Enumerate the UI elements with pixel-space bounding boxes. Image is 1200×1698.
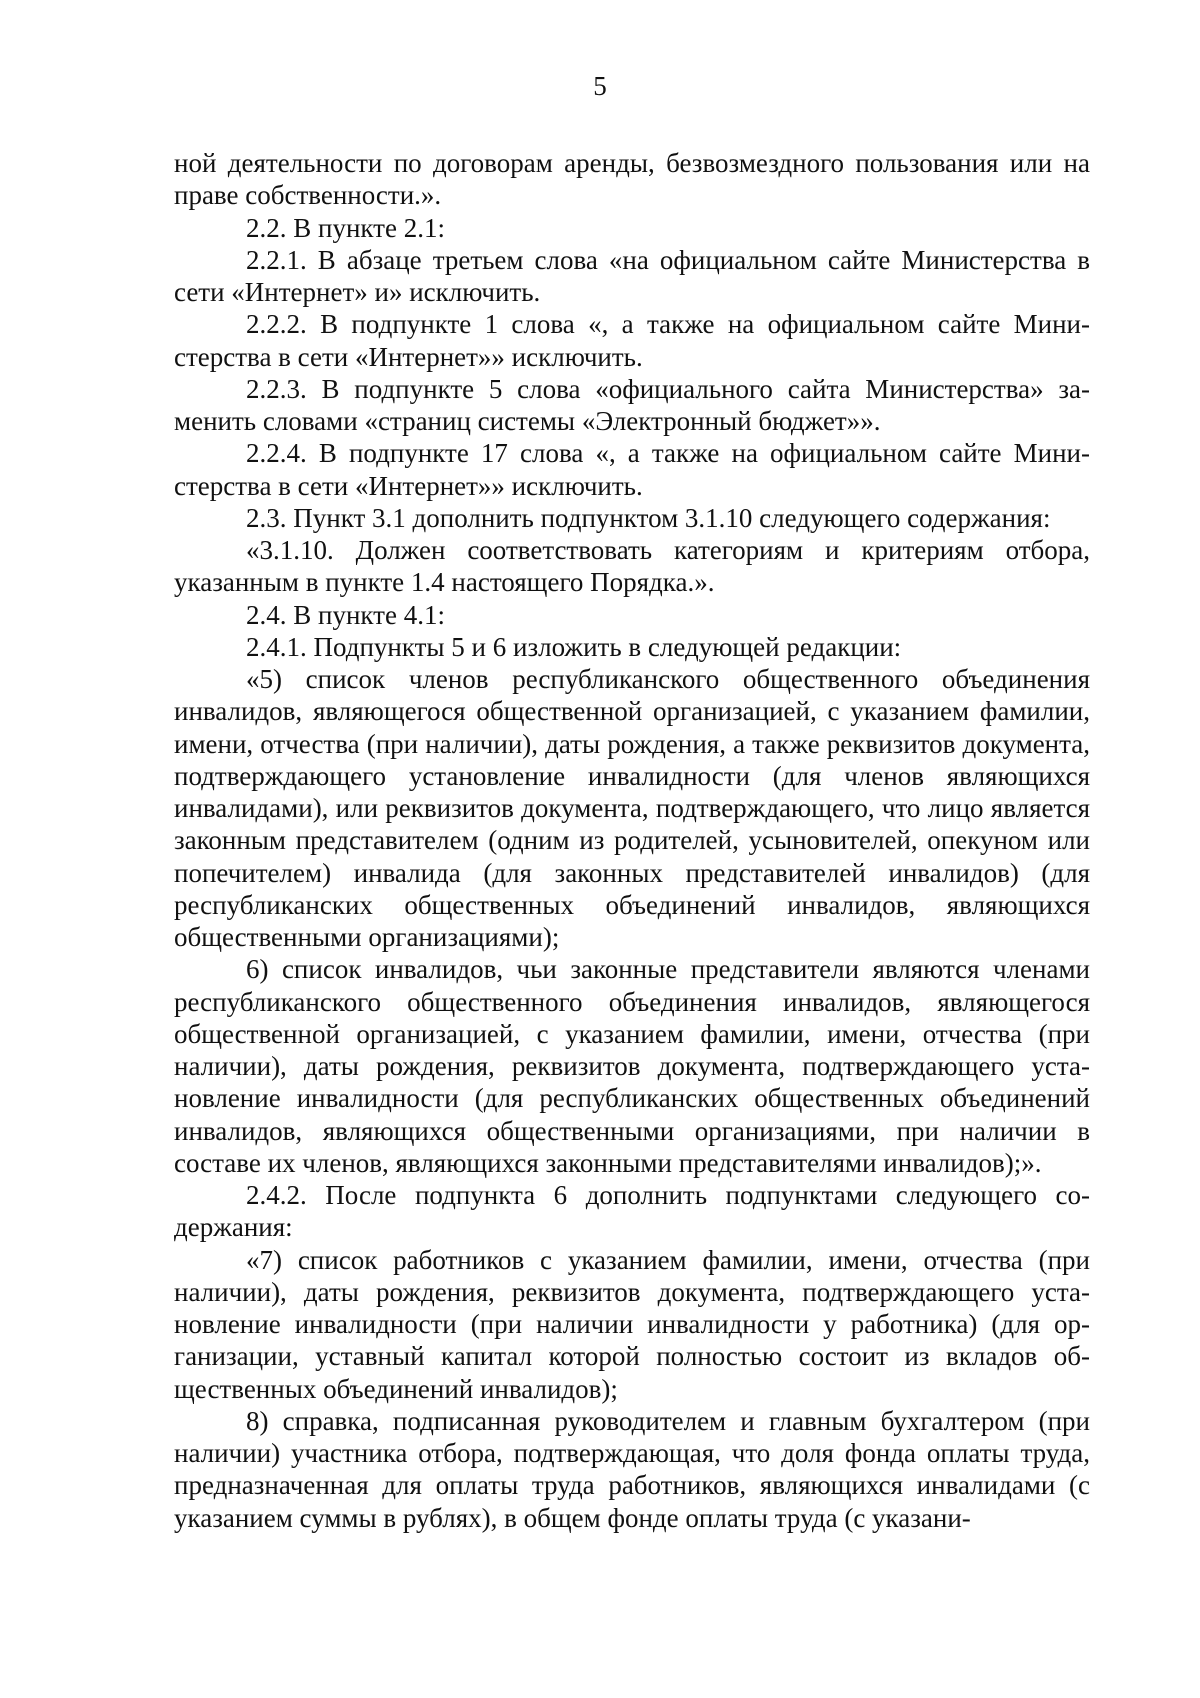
paragraph-subitem-6: 6) список инвалидов, чьи законные представители являются членами республиканского общественного объединения инвалидов, являющегося общественной организацией, с указанием фамилии, имени, отчества (при наличии), даты рождения, реквизитов документа, подтверждающего установление инвалидности (для республиканских общественных объединений инвалидов, являющихся общественными организациями, при наличии в составе их членов, являющихся законными представителями инвалидов);». (174, 954, 1090, 1178)
paragraph-continuation: ной деятельности по договорам аренды, безвозмездного пользования или на праве собственности.». (174, 148, 1090, 211)
paragraph-2-4-2: 2.4.2. После подпункта 6 дополнить подпунктами следующего содержания: (174, 1180, 1090, 1243)
paragraph-2-3: 2.3. Пункт 3.1 дополнить подпунктом 3.1.10 следующего содержания: (246, 502, 1051, 533)
paragraph-2-2-1: 2.2.1. В абзаце третьем слова «на официальном сайте Министерства в сети «Интернет» и» исключить. (174, 244, 1090, 307)
paragraph-subitem-5: «5) список членов республиканского общественного объединения инвалидов, являющегося общественной организацией, с указанием фамилии, имени, отчества (при наличии), даты рождения, а также реквизитов документа, подтверждающего установление инвалидности (для членов являющихся инвалидами), или реквизитов документа, подтверждающего, что лицо является законным представителем (одним из родителей, усыновителей, опекуном или попечителем) инвалида (для законных представителей инвалидов) (для республиканских общественных объединений инвалидов, являющихся общественными организациями); (174, 664, 1090, 952)
paragraph-subitem-8: 8) справка, подписанная руководителем и главным бухгалтером (при наличии) участника отбора, подтверждающая, что доля фонда оплаты труда, предназначенная для оплаты труда работников, являющихся инвалидами (с указанием суммы в рублях), в общем фонде оплаты труда (с указани- (174, 1405, 1090, 1533)
paragraph-2-2: 2.2. В пункте 2.1: (246, 212, 445, 243)
paragraph-3-1-10: «3.1.10. Должен соответствовать категориям и критериям отбора, указанным в пункте 1.4 настоящего Порядка.». (174, 535, 1090, 598)
paragraph-2-2-4: 2.2.4. В подпункте 17 слова «, а также на официальном сайте Министерства в сети «Интернет»» исключить. (174, 438, 1090, 501)
document-body (174, 147, 1090, 1534)
paragraph-subitem-7: «7) список работников с указанием фамилии, имени, отчества (при наличии), даты рождения, реквизитов документа, подтверждающего установление инвалидности (при наличии инвалидности у работника) (для организации, уставный капитал которой полностью состоит из вкладов общественных объединений инвалидов); (174, 1244, 1090, 1404)
paragraph-2-4: 2.4. В пункте 4.1: (246, 599, 445, 630)
page-number: 5 (593, 71, 607, 101)
paragraph-2-2-2: 2.2.2. В подпункте 1 слова «, а также на официальном сайте Министерства в сети «Интернет»» исключить. (174, 309, 1090, 372)
paragraph-2-2-3: 2.2.3. В подпункте 5 слова «официального сайта Министерства» заменить словами «страниц системы «Электронный бюджет»». (174, 373, 1090, 436)
paragraph-2-4-1: 2.4.1. Подпункты 5 и 6 изложить в следующей редакции: (246, 631, 902, 662)
